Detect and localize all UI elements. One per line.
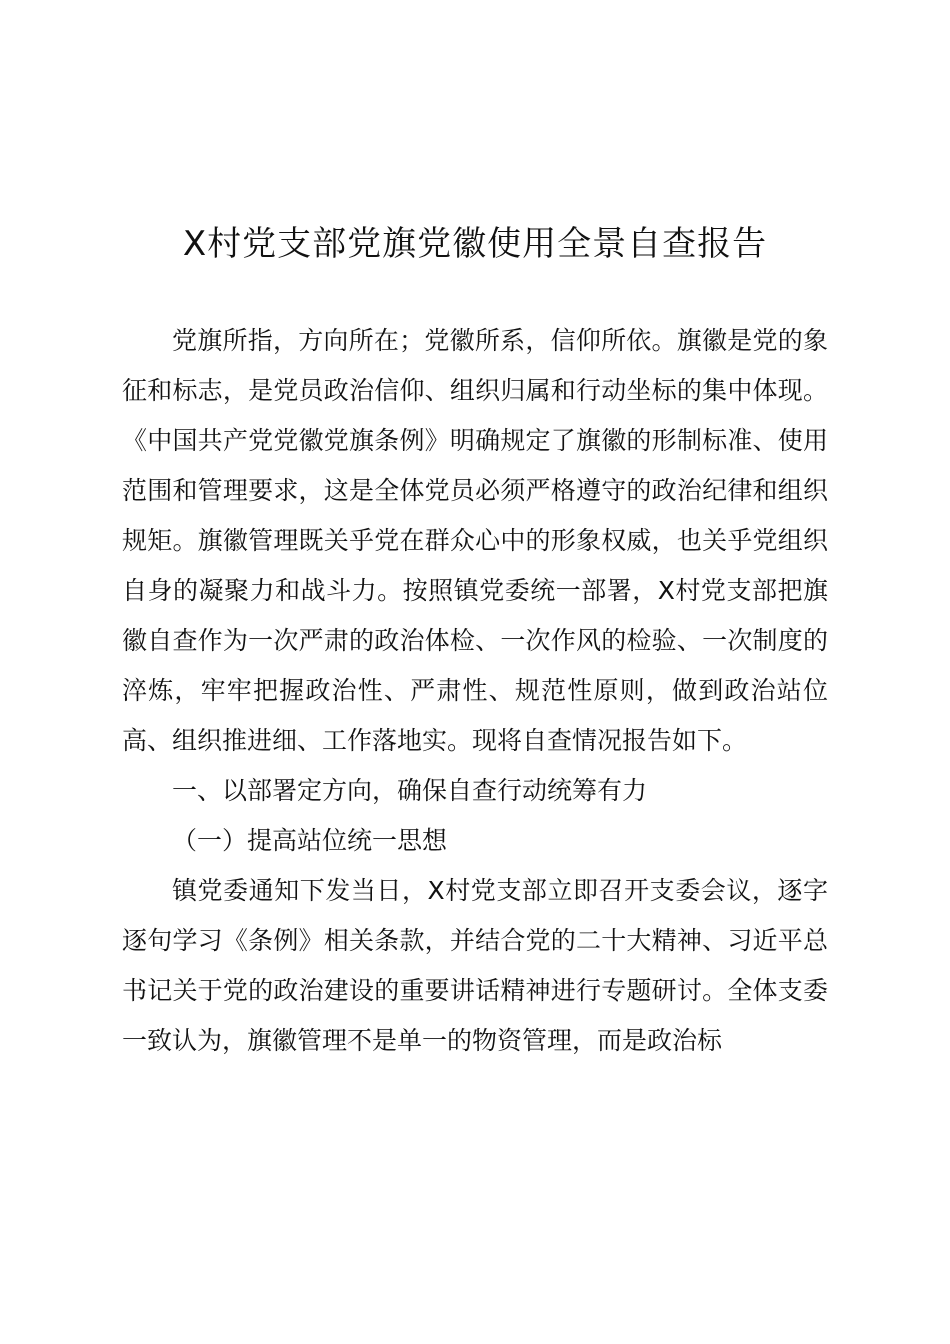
intro-paragraph: 党旗所指，方向所在；党徽所系，信仰所依。旗徽是党的象征和标志，是党员政治信仰、组织归属和行动坐标的集中体现。《中国共产党党徽党旗条例》明确规定了旗徽的形制标准、使用范围和管理要求，这是全体党员必须严格遵守的政治纪律和组织规矩。旗徽管理既关乎党在群众心中的形象权威，也关乎党组织自身的凝聚力和战斗力。按照镇党委统一部署，X村党支部把旗徽自查作为一次严肃的政治体检、一次作风的检验、一次制度的淬炼，牢牢把握政治性、严肃性、规范性原则，做到政治站位高、组织推进细、工作落地实。现将自查情况报告如下。 [122,326,828,755]
subsection-heading-1: （一）提高站位统一思想 [172,826,448,855]
section-heading-1: 一、以部署定方向，确保自查行动统筹有力 [172,776,648,805]
document-title: X村党支部党旗党徽使用全景自查报告 [182,224,768,264]
document-body [122,316,828,1066]
body-paragraph: 镇党委通知下发当日，X村党支部立即召开支委会议，逐字逐句学习《条例》相关条款，并结合党的二十大精神、习近平总书记关于党的政治建设的重要讲话精神进行专题研讨。全体支委一致认为，旗徽管理不是单一的物资管理，而是政治标 [122,876,828,1055]
